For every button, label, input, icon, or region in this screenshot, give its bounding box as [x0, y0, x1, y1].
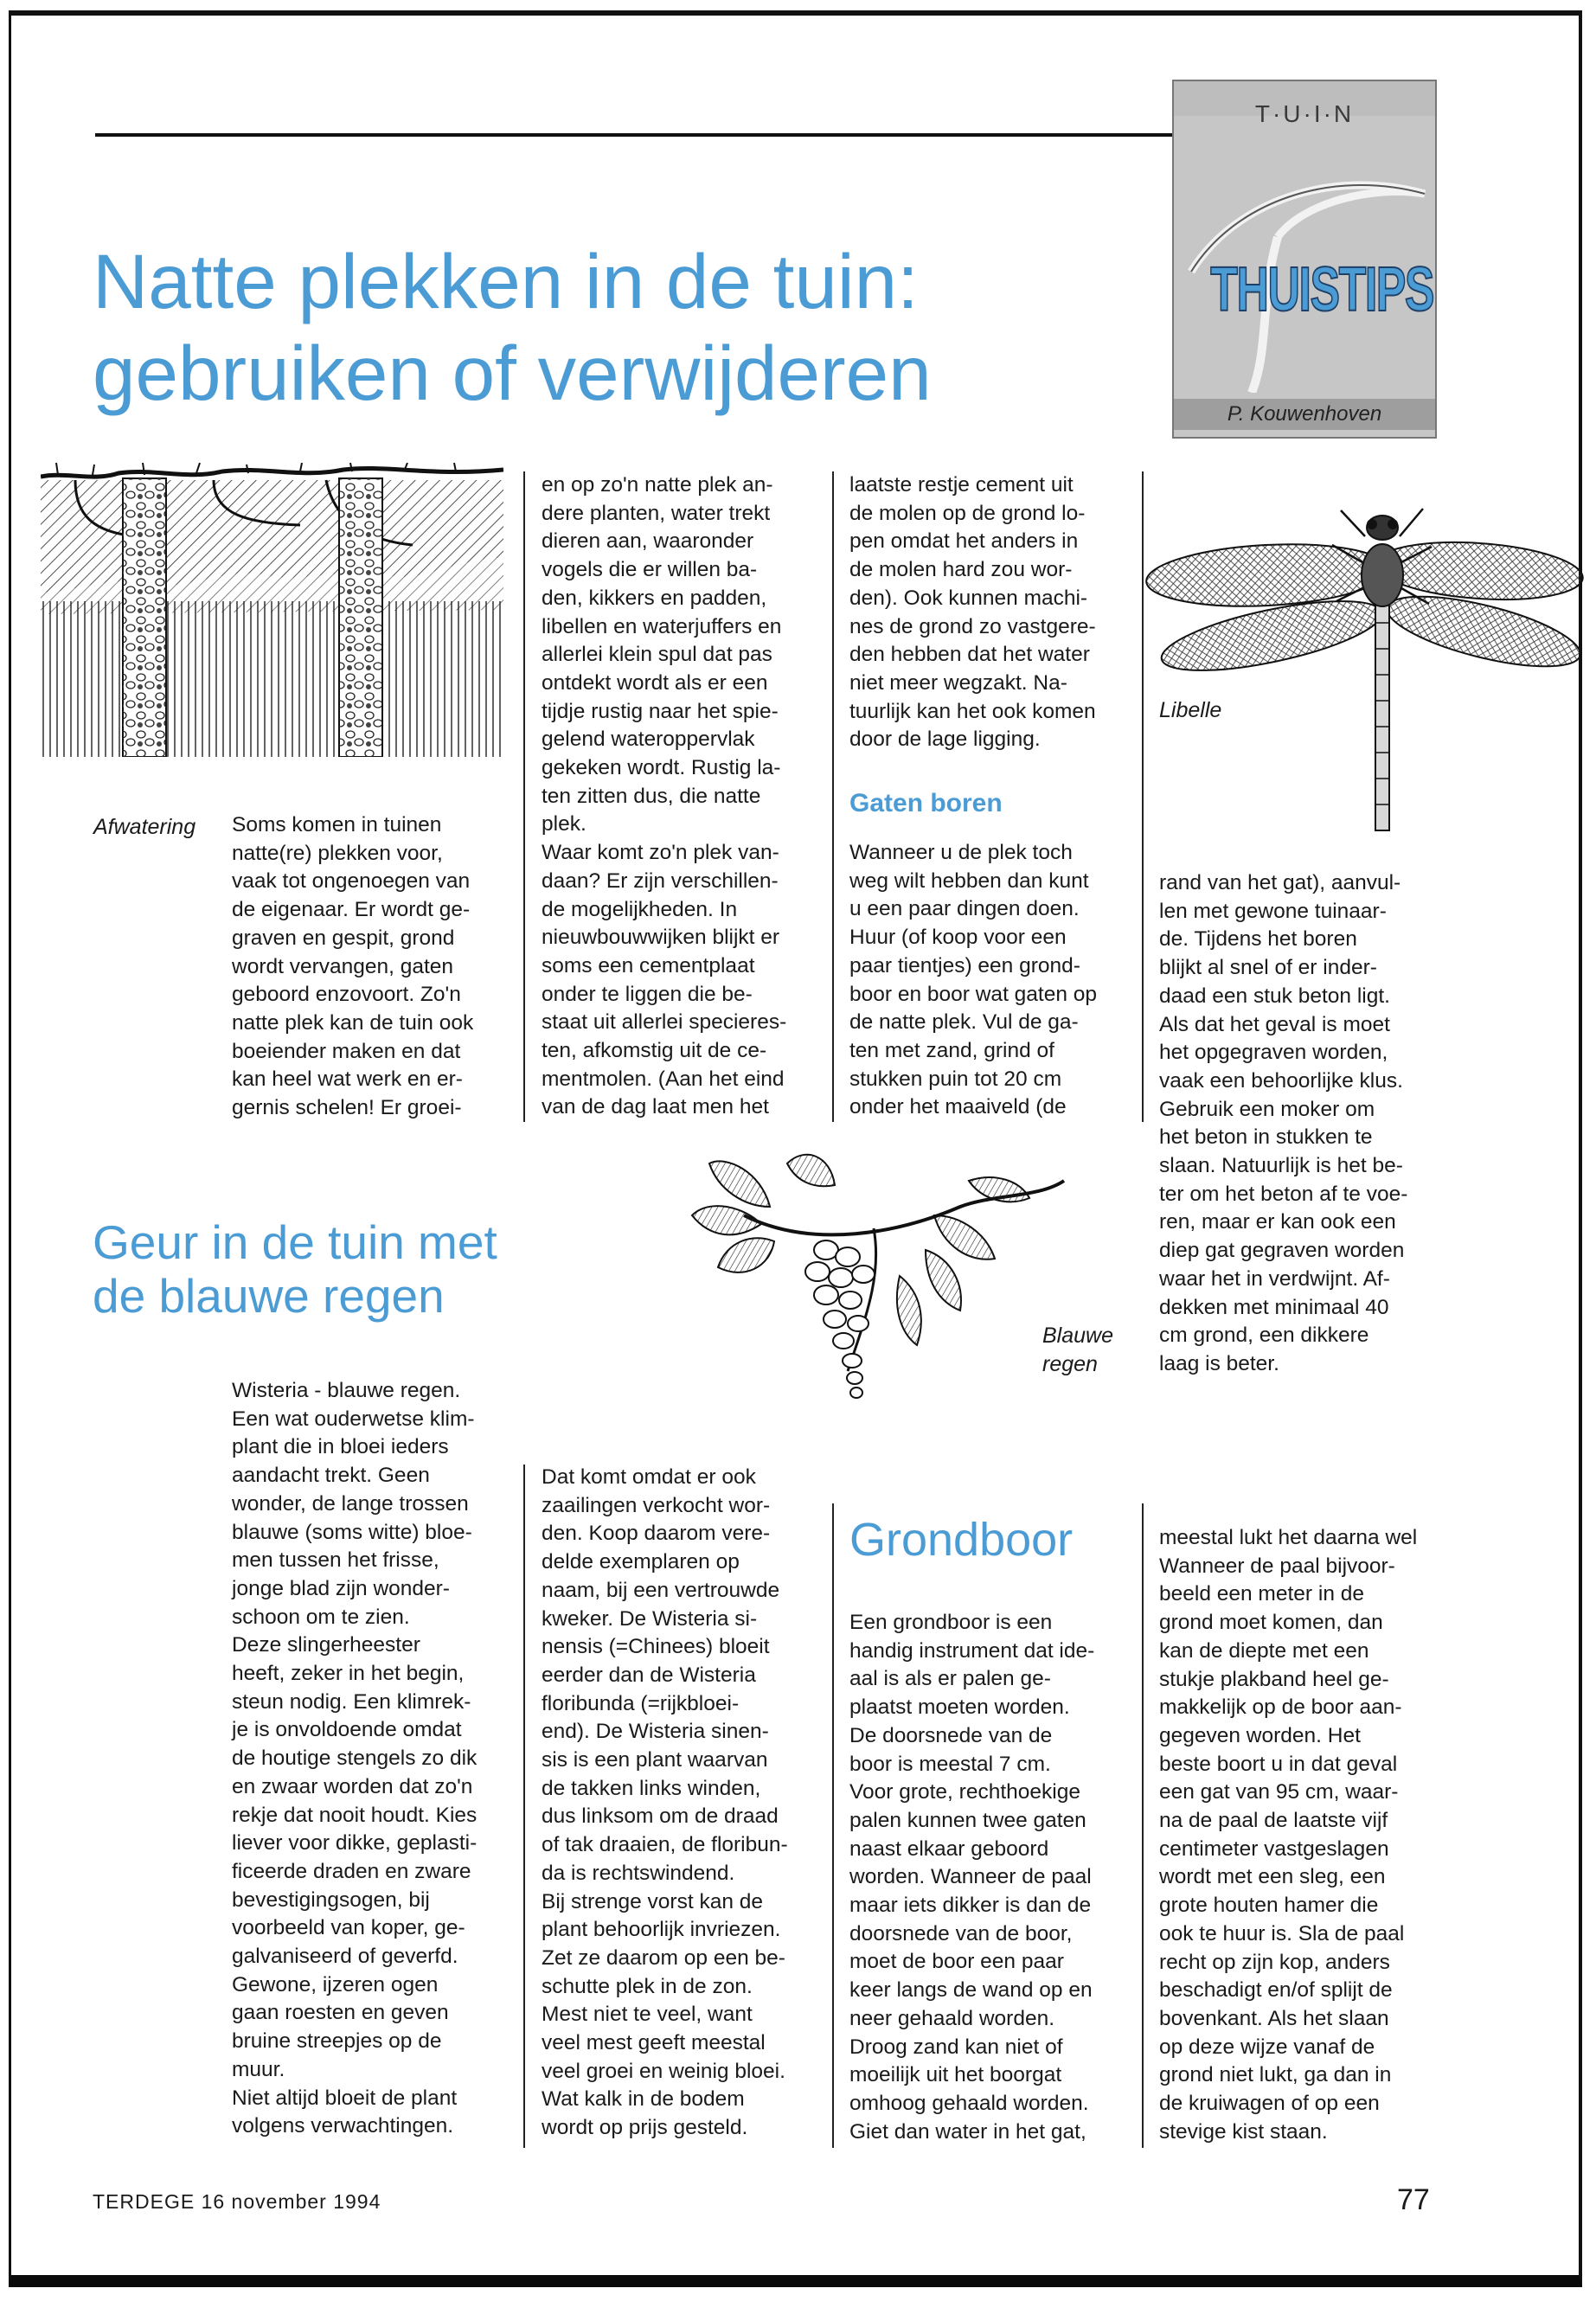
article3-col2: meestal lukt het daarna wel Wanneer de paal bijvoor- beeld een meter in de grond moet komen, dan kan de diepte met een stukje plakband heel ge- makkelijk op de boor aan- gegeven worden. Het beste boort u in dat geval een gat van 95 cm, waar- na de paal de laatste vijf centimeter vastgeslagen wordt met een sleg, een grote houten hamer die ook te huur is. Sla de paal recht op zijn kop, anders beschadigt en/of splijt de bovenkant. Als het slaan op deze wijze vanaf de grond niet lukt, ga dan in de kruiwagen of op een stevige kist staan. — [1159, 1526, 1418, 2144]
article2-col1: Wisteria - blauwe regen. Een wat ouderwetse klim- plant die in bloei ieders aandacht trekt. Geen wonder, de lange trossen blauwe (soms witte) bloe- men tussen het frisse, jonge blad zijn wonder- schoon om te zien. Deze slingerheester heeft, zeker in het begin, steun nodig. Een klimrek- je is onvoldoende omdat de houtige stengels zo dik en zwaar worden dat zo'n rekje dat nooit houdt. Kies liever voor dikke, geplasti- ficeerde draden en zware bevestigingsogen, bij voorbeeld van koper, ge- galvaniseerd of geverfd. Gewone, ijzeren ogen gaan roesten en geven bruine streepjes op de muur. Niet altijd bloeit de plant volgens verwachtingen. — [232, 1379, 478, 2138]
article3-col1: Een grondboor is een handig instrument dat ide- aal is als er palen ge- plaatst moeten worden. De doorsnede van de boor is meestal 7 cm. Voor grote, rechthoekige palen kunnen twee gaten naast elkaar geboord worden. Wanneer de paal maar iets dikker is dan de doorsnede van de boor, moet de boor een paar keer langs de wand op en neer gehaald worden. Droog zand kan niet of moeilijk uit het boorgat omhoog gehaald worden. Giet dan water in het gat, — [849, 1611, 1095, 2144]
column-rule — [523, 1465, 525, 2148]
logo-kicker: T·U·I·N — [1254, 100, 1355, 127]
page-number: 77 — [1397, 2183, 1430, 2216]
caption-wisteria: Blauwe regen — [1042, 1324, 1113, 1376]
article1-col3a: laatste restje cement uit de molen op de grond lo- pen omdat het anders in de molen hard zou wor- den). Ook kunnen machi- nes de grond zo vastgere- den hebben dat het water niet meer wegzakt. Na- tuurlijk kan het ook komen door de lage ligging. — [849, 473, 1096, 752]
heading-blauwe-regen: Geur in de tuin met de blauwe regen — [93, 1215, 497, 1323]
article1-col1: Soms komen in tuinen natte(re) plekken voor, vaak tot ongenoegen van de eigenaar. Er wordt ge- graven en gespit, grond wordt vervangen, gaten geboord enzovoort. Zo'n natte plek kan de tuin ook boeiender maken en dat kan heel wat werk en er- gernis schelen! Er groei- — [232, 813, 474, 1120]
subhead-gaten-boren: Gaten boren — [849, 789, 1003, 817]
logo-wordmark: THUISTIPS — [1210, 255, 1434, 324]
drainage-illustration — [41, 463, 503, 757]
heading-grondboor: Grondboor — [849, 1514, 1074, 1566]
logo-author: P. Kouwenhoven — [1174, 399, 1435, 430]
column-rule — [832, 471, 834, 1122]
page-title: Natte plekken in de tuin: gebruiken of verwijderen — [93, 238, 932, 416]
column-rule — [832, 1503, 834, 2148]
column-rule — [1142, 1503, 1144, 2148]
footer-publication: TERDEGE 16 november 1994 — [93, 2190, 381, 2213]
article1-col4: rand van het gat), aanvul- len met gewone tuinaar- de. Tijdens het boren blijkt al snel of er inder- daad een stuk beton ligt. Als dat het geval is moet het opgegraven worden, vaak een behoorlijke klus. Gebruik een moker om het beton in stukken te slaan. Natuurlijk is het be- ter om het beton af te voe- ren, maar er kan ook een diep gat gegraven worden waar het in verdwijnt. Af- dekken met minimaal 40 cm grond, een dikkere laag is beter. — [1159, 871, 1408, 1375]
thuistips-logo — [1172, 80, 1437, 439]
caption-dragonfly: Libelle — [1159, 698, 1222, 722]
column-rule — [523, 471, 525, 1122]
article2-col2: Dat komt omdat er ook zaailingen verkocht wor- den. Koop daarom vere- delde exemplaren op naam, bij een vertrouwde kweker. De Wisteria si- nensis (=Chinees) bloeit eerder dan de Wisteria floribunda (=rijkbloei- end). De Wisteria sinen- sis is een plant waarvan de takken links winden, dus linksom om de draad of tak draaien, de floribun- da is rechtswindend. Bij strenge vorst kan de plant behoorlijk invriezen. Zet ze daarom op een be- schutte plek in de zon. Mest niet te veel, want veel mest geeft meestal veel groei en weinig bloei. Wat kalk in de bodem wordt op prijs gesteld. — [542, 1465, 788, 2140]
article1-col2: en op zo'n natte plek an- dere planten, water trekt dieren aan, waaronder vogels die er willen ba- den, kikkers en padden, libellen en waterjuffers en allerlei klein spul dat pas ontdekt wordt als er een tijdje rustig naar het spie- gelend wateroppervlak gekeken wordt. Rustig la- ten zitten dus, die natte plek. Waar komt zo'n plek van- daan? Er zijn verschillen- de mogelijkheden. In nieuwbouwwijken blijkt er soms een cementplaat onder te liggen die be- staat uit allerlei specieres- ten, afkomstig uit de ce- mentmolen. (Aan het eind van de dag laat men het — [542, 473, 787, 1119]
caption-drainage: Afwatering — [93, 815, 196, 839]
article1-col3b: Wanneer u de plek toch weg wilt hebben dan kunt u een paar dingen doen. Huur (of koop voor een paar tientjes) een grond- boor en boor wat gaten op de natte plek. Vul de ga- ten met zand, grind of stukken puin tot 20 cm onder het maaiveld (de — [849, 841, 1098, 1119]
dragonfly-illustration — [1142, 493, 1592, 839]
wisteria-illustration — [675, 1146, 1081, 1475]
